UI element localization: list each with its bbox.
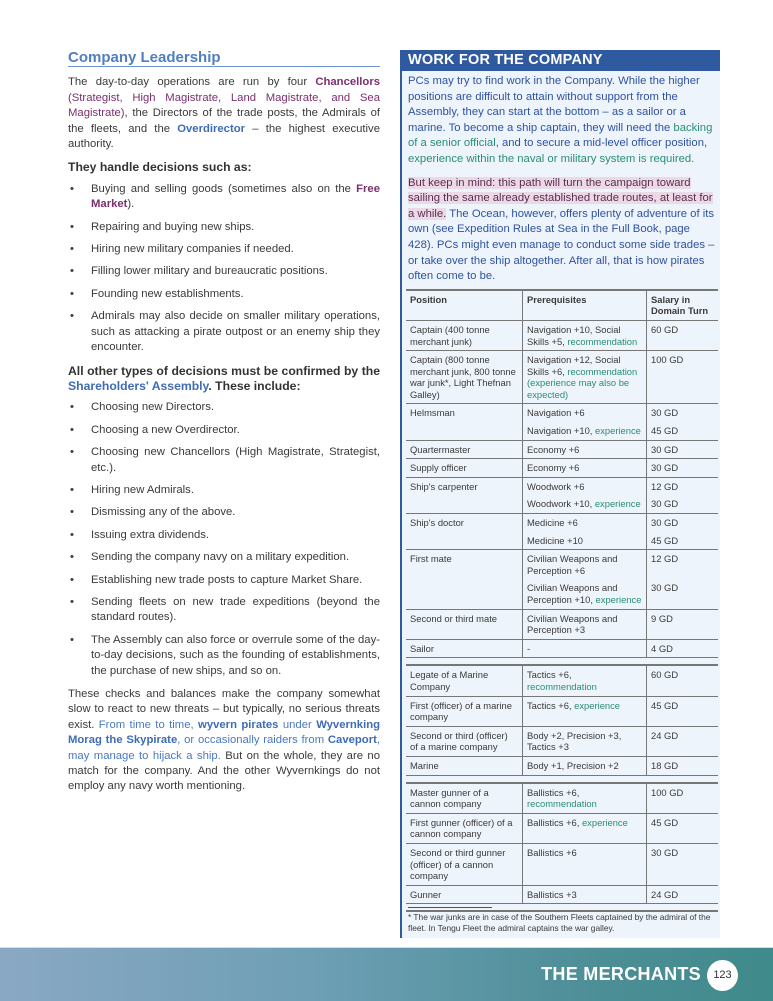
list-item: • Choosing new Chancellors (High Magistrate, Strategist, etc.).: [68, 445, 380, 476]
list-item: • Hiring new military companies if needed.: [68, 242, 380, 257]
position-cell: Quartermaster: [406, 440, 523, 459]
prerequisites-cell: Woodwork +10, experience: [523, 495, 647, 513]
salary-cell: 30 GD: [647, 459, 719, 478]
table-row: [406, 843, 718, 885]
list-item: • Filling lower military and bureaucratic positions.: [68, 264, 380, 279]
intro-paragraph: [68, 75, 380, 152]
left-column: [68, 50, 380, 803]
salary-cell: 24 GD: [647, 726, 719, 756]
page-number: 123: [707, 960, 738, 991]
column-header: Prerequisites: [523, 290, 647, 321]
caveport-term: Caveport: [327, 734, 377, 747]
table-row: [406, 477, 718, 495]
position-cell: Second or third gunner (officer) of a cannon company: [406, 843, 523, 885]
salary-cell: 45 GD: [647, 696, 719, 726]
table-row: [406, 532, 718, 550]
work-for-company-sidebar: [400, 50, 720, 938]
table-row: [406, 440, 718, 459]
assembly-heading: [68, 364, 380, 395]
prerequisites-cell: Navigation +10, Social Skills +5, recommendation: [523, 320, 647, 350]
list-item: • Dismissing any of the above.: [68, 505, 380, 520]
salary-cell: 18 GD: [647, 756, 719, 775]
column-header: Salary in Domain Turn: [647, 290, 719, 321]
position-cell: Helmsman: [406, 404, 523, 422]
salary-cell: 12 GD: [651, 553, 679, 565]
position-cell: First gunner (officer) of a cannon company: [406, 813, 523, 843]
table-row: [406, 783, 718, 814]
text: , may manage to hijack a ship.: [68, 734, 380, 762]
text: . These include:: [208, 378, 301, 393]
prerequisites-cell: Ballistics +3: [523, 885, 647, 904]
text: These checks and balances make the company somewhat slow to react to new threats – but typically, no serious threats exist.: [68, 688, 380, 731]
text: , the Directors of the trade posts, the Admirals of the fleets, and the: [68, 107, 380, 135]
position-cell: [406, 579, 523, 609]
position-cell: Second or third mate: [406, 609, 523, 639]
position-cell: Captain (400 tonne merchant junk): [406, 320, 523, 350]
table-row: [406, 495, 718, 513]
list-item: • Establishing new trade posts to capture Market Share.: [68, 573, 380, 588]
salary-cell: 100 GD: [647, 351, 719, 404]
salary-cell: 12 GD: [651, 480, 679, 492]
position-cell: Captain (800 tonne merchant junk, 800 tonne war junk*, Light Thefnan Galley): [406, 351, 523, 404]
experience-term: experience within the naval or military system is required.: [408, 152, 695, 165]
prerequisites-cell: Body +2, Precision +3, Tactics +3: [523, 726, 647, 756]
sidebar-paragraph-1: [402, 71, 720, 168]
text: The Ocean, however, offers plenty of adventure of its own (see Expedition Rules at Sea in the Full Book, page 428). PCs might even manage to conduct some side trades – or take over the ship altogether. After all, that is how pirates often come to be.: [408, 207, 715, 283]
position-cell: [406, 532, 523, 550]
list-item: • Founding new establishments.: [68, 287, 380, 302]
salary-cell: 30 GD: [647, 440, 719, 459]
footnote-rule: [408, 907, 492, 908]
position-cell: Second or third (officer) of a marine company: [406, 726, 523, 756]
position-cell: First mate: [406, 550, 523, 580]
prerequisites-cell: Civilian Weapons and Perception +10, experience: [523, 579, 647, 609]
table-row: [406, 665, 718, 696]
position-cell: [406, 422, 523, 440]
text: – the highest executive authority.: [68, 122, 380, 151]
prerequisites-cell: Navigation +10, experience: [523, 422, 647, 440]
prerequisites-cell: Tactics +6, recommendation: [523, 665, 647, 696]
list-item: • Issuing extra dividends.: [68, 528, 380, 543]
text: PCs may try to find work in the Company. While the higher positions are difficult to attain without support from the Assembly, they can start at the bottom – as a sailor or a marine. To become a ship captain, they will need the: [408, 75, 700, 134]
table-row: [406, 550, 718, 580]
prerequisites-cell: Navigation +6: [523, 404, 647, 422]
salary-cell: 24 GD: [647, 885, 719, 904]
prerequisites-cell: Navigation +12, Social Skills +6, recommendation (experience may also be expected): [523, 351, 647, 404]
footnote: * The war junks are in case of the Southern Fleets captained by the admiral of the fleet. In Tengu Fleet the admiral captains the war galley.: [408, 912, 711, 933]
group-separator: [406, 658, 718, 666]
prerequisites-cell: -: [523, 639, 647, 658]
column-header: Position: [406, 290, 523, 321]
overdirector-term: Overdirector: [177, 122, 246, 135]
table-row: [406, 696, 718, 726]
table-row: [406, 609, 718, 639]
handle-list: [68, 182, 380, 356]
prerequisites-cell: Economy +6: [523, 440, 647, 459]
prerequisites-cell: Ballistics +6, experience: [523, 813, 647, 843]
table-row: [406, 320, 718, 350]
text: , or occasionally raiders from: [177, 734, 328, 747]
assembly-term: Shareholders' Assembly: [68, 378, 209, 393]
table-row: [406, 351, 718, 404]
table-row: [406, 885, 718, 904]
text: But on the whole, they are no match for the company. And the other Wyvernkings do not employ any navy worth mentioning.: [68, 749, 380, 793]
closing-paragraph: [68, 687, 380, 795]
text: All other types of decisions must be confirmed by the: [68, 363, 380, 378]
position-cell: Ship's carpenter: [406, 477, 523, 495]
salary-cell: 60 GD: [647, 320, 719, 350]
position-cell: [406, 495, 523, 513]
salary-table: [406, 289, 718, 913]
sidebar-title: WORK FOR THE COMPANY: [402, 50, 720, 71]
chapter-title: THE MERCHANTS: [541, 964, 701, 984]
salary-cell: 45 GD: [647, 532, 719, 550]
prerequisites-cell: Medicine +6: [523, 514, 647, 532]
position-cell: Sailor: [406, 639, 523, 658]
table-row: [406, 756, 718, 775]
salary-cell: 100 GD: [647, 783, 719, 814]
prerequisites-cell: Body +1, Precision +2: [523, 756, 647, 775]
list-item: • Repairing and buying new ships.: [68, 220, 380, 235]
prerequisites-cell: Woodwork +6: [523, 477, 647, 495]
prerequisites-cell: Ballistics +6, recommendation: [523, 783, 647, 814]
text: , and to secure a mid-level officer position,: [495, 137, 708, 150]
prerequisites-cell: Medicine +10: [523, 532, 647, 550]
salary-cell: 30 GD: [647, 579, 719, 609]
assembly-list: [68, 400, 380, 679]
salary-cell: 4 GD: [647, 639, 719, 658]
list-item: • Hiring new Admirals.: [68, 483, 380, 498]
salary-cell: 9 GD: [647, 609, 719, 639]
salary-cell: 60 GD: [647, 665, 719, 696]
table-row: [406, 404, 718, 422]
salary-cell: 30 GD: [647, 843, 719, 885]
table-row: [406, 422, 718, 440]
table-row: [406, 514, 718, 532]
salary-cell: 45 GD: [647, 813, 719, 843]
table-row: [406, 813, 718, 843]
salary-table-body: [406, 320, 718, 911]
section-heading: Company Leadership: [68, 50, 380, 67]
group-separator: [406, 775, 718, 783]
handle-heading: They handle decisions such as:: [68, 160, 252, 175]
table-row: [406, 726, 718, 756]
position-cell: First (officer) of a marine company: [406, 696, 523, 726]
chancellor-list: (Strategist, High Magistrate, Land Magistrate, and Sea Magistrate): [68, 91, 380, 120]
list-item: • Sending the company navy on a military expedition.: [68, 550, 380, 565]
prerequisites-cell: Economy +6: [523, 459, 647, 478]
salary-cell: 30 GD: [651, 407, 679, 419]
list-item: • Sending fleets on new trade expeditions (beyond the standard routes).: [68, 595, 380, 626]
text: From time to time,: [98, 718, 199, 731]
highlighted-warning: But keep in mind: this path will turn the campaign toward sailing the same already established trade routes, at least for a while.: [408, 176, 713, 220]
list-item: • Admirals may also decide on smaller military operations, such as attacking a pirate outpost or an enemy ship they encounter.: [68, 309, 380, 355]
morag-term: Wyvernking Morag the Skypirate: [68, 718, 381, 747]
table-row: [406, 459, 718, 478]
prerequisites-cell: Ballistics +6: [523, 843, 647, 885]
backing-term: backing of a senior official: [408, 121, 713, 150]
salary-cell: 30 GD: [647, 495, 719, 513]
wyvern-pirates-term: wyvern pirates: [198, 718, 279, 731]
page-footer: [0, 947, 773, 1001]
salary-cell: 30 GD: [651, 517, 679, 529]
sidebar-paragraph-2: [402, 168, 720, 285]
prerequisites-cell: Civilian Weapons and Perception +3: [523, 609, 647, 639]
position-cell: Master gunner of a cannon company: [406, 783, 523, 814]
table-row: [406, 579, 718, 609]
chancellors-term: Chancellors: [315, 76, 380, 89]
list-item: • The Assembly can also force or overrule some of the day-to-day decisions, such as the founding of establishments, the purchase of new ships, and so on.: [68, 633, 380, 679]
list-item: • Buying and selling goods (sometimes also on the Free Market).: [68, 182, 380, 213]
prerequisites-cell: Civilian Weapons and Perception +6: [523, 550, 647, 580]
list-item: • Choosing new Directors.: [68, 400, 380, 415]
text: under: [278, 718, 317, 731]
salary-cell: 45 GD: [647, 422, 719, 440]
table-row: [406, 639, 718, 658]
position-cell: Gunner: [406, 885, 523, 904]
list-item: • Choosing a new Overdirector.: [68, 423, 380, 438]
position-cell: Legate of a Marine Company: [406, 665, 523, 696]
position-cell: Supply officer: [406, 459, 523, 478]
text: The day-to-day operations are run by four: [68, 76, 316, 89]
position-cell: Marine: [406, 756, 523, 775]
table-header-row: [406, 290, 718, 321]
prerequisites-cell: Tactics +6, experience: [523, 696, 647, 726]
position-cell: Ship's doctor: [406, 514, 523, 532]
